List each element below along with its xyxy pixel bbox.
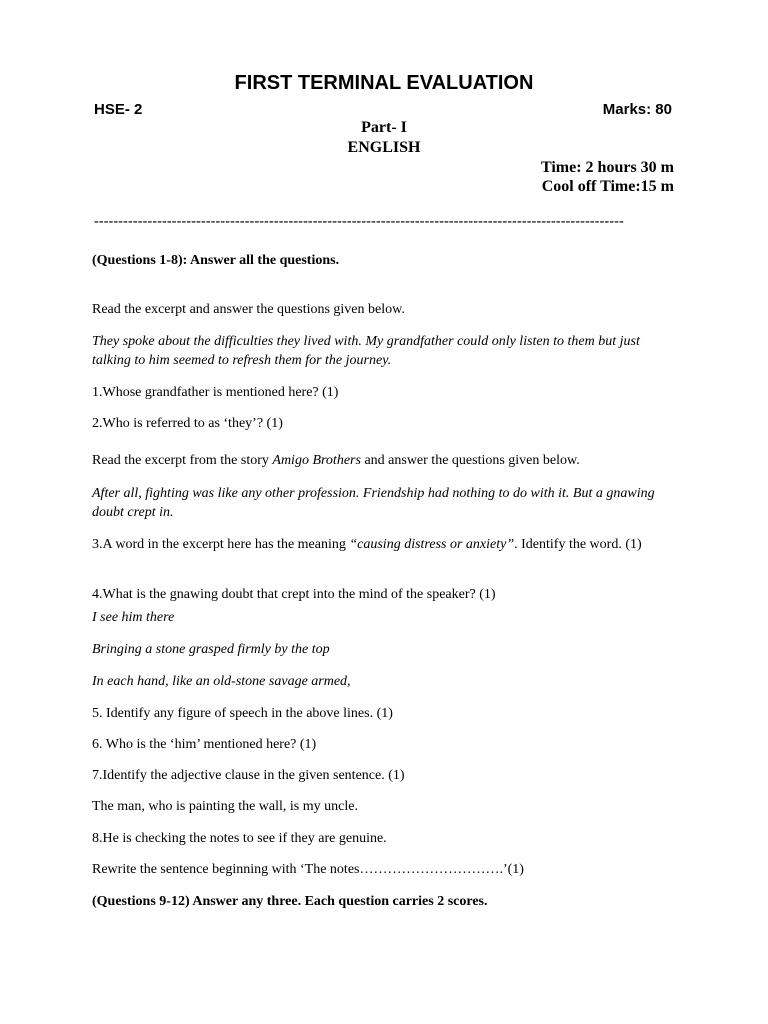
question-5: 5. Identify any figure of speech in the above lines. (1) bbox=[92, 706, 393, 721]
exam-title: FIRST TERMINAL EVALUATION bbox=[234, 72, 534, 94]
subject-label: ENGLISH bbox=[347, 139, 421, 156]
question-2: 2.Who is referred to as ‘they’? (1) bbox=[92, 416, 283, 431]
excerpt2-intro-after: and answer the questions given below. bbox=[360, 453, 580, 468]
class-label: HSE- 2 bbox=[94, 101, 143, 118]
poem-line-2: Bringing a stone grasped firmly by the top bbox=[92, 642, 330, 657]
section2-instruction: (Questions 9-12) Answer any three. Each question carries 2 scores. bbox=[92, 894, 488, 909]
time-label: Time: 2 hours 30 m bbox=[540, 159, 674, 176]
question-1: 1.Whose grandfather is mentioned here? (1) bbox=[92, 385, 339, 400]
excerpt1-intro: Read the excerpt and answer the questions given below. bbox=[92, 302, 405, 317]
question-7-sentence: The man, who is painting the wall, is my uncle. bbox=[92, 799, 358, 814]
question-8: 8.He is checking the notes to see if they are genuine. bbox=[92, 831, 387, 846]
story-title: Amigo Brothers bbox=[272, 453, 361, 468]
excerpt2-intro-before: Read the excerpt from the story bbox=[92, 453, 273, 468]
question-3-meaning: “causing distress or anxiety” bbox=[349, 537, 515, 552]
cool-off-label: Cool off Time:15 m bbox=[541, 178, 674, 195]
divider-rule: ------------------------------------------------------------------------------------------------------------- bbox=[94, 214, 624, 229]
question-3 bbox=[92, 535, 678, 554]
question-7: 7.Identify the adjective clause in the given sentence. (1) bbox=[92, 768, 405, 783]
section1-instruction: (Questions 1-8): Answer all the questions. bbox=[92, 253, 340, 268]
part-label: Part- I bbox=[361, 119, 407, 136]
excerpt1-text: They spoke about the difficulties they lived with. My grandfather could only listen to them but just talking to him seemed to refresh them for the journey. bbox=[92, 334, 640, 368]
question-6: 6. Who is the ‘him’ mentioned here? (1) bbox=[92, 737, 317, 752]
excerpt2-text: After all, fighting was like any other profession. Friendship had nothing to do with it. But a gnawing doubt crept in. bbox=[92, 486, 655, 520]
question-3-before: 3.A word in the excerpt here has the meaning bbox=[92, 537, 350, 552]
poem-line-1: I see him there bbox=[92, 610, 175, 625]
question-4: 4.What is the gnawing doubt that crept into the mind of the speaker? (1) bbox=[92, 587, 496, 602]
question-8-rewrite: Rewrite the sentence beginning with ‘The notes………………………….’(1) bbox=[92, 862, 524, 877]
marks-label: Marks: 80 bbox=[602, 101, 672, 118]
question-3-after: . Identify the word. (1) bbox=[514, 537, 642, 552]
excerpt2-intro bbox=[92, 451, 580, 470]
poem-line-3: In each hand, like an old-stone savage armed, bbox=[92, 674, 351, 689]
